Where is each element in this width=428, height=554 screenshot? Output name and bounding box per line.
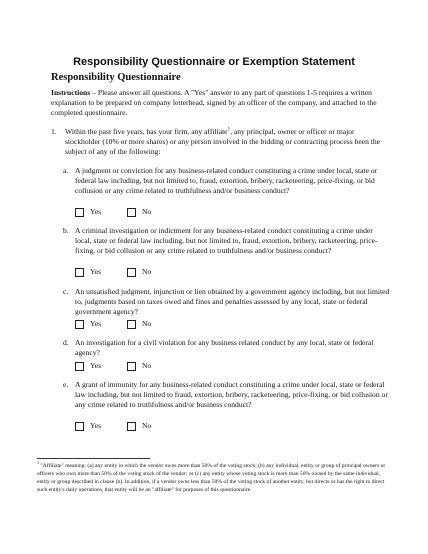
no-checkbox[interactable] [127, 208, 136, 217]
subquestion-letter: b. [63, 226, 69, 235]
yes-checkbox[interactable] [75, 362, 84, 371]
subquestion-text: A grant of immunity for any business-related conduct constituting a crime under local, state or federal law including, but not limited to fraud, extortion, bribery, racketeering, price-fixing, or bid collusion or any crime related to truthfulness and/or business conduct? [75, 380, 388, 409]
no-checkbox[interactable] [127, 362, 136, 371]
subquestion-text: A judgment or conviction for any business-related conduct constituting a crime under local, state or federal law including, but not limited to, fraud, extortion, bribery, racketeering, price-fixing, or bid collusion or any crime related to truthfulness and/or business conduct? [75, 166, 378, 195]
subquestion-text: An investigation for a civil violation for any business related conduct by any local, state or federal agency? [75, 338, 374, 357]
no-label: No [142, 207, 152, 216]
footnote-text: "Affiliate" meaning: (a) any entity in which the vendor owns more than 50% of the voting stock; (b) any individual, entity or group of principal owners or officers who own more than 50% of the voting stock of the vendor; or (c) any entity whose voting stock is more than 50% owned by the same individual, entity or group described in clause (b). In addition, if a vendor owns less than 50% of the voting stock of another entity, but directs or has the right to direct such entity's daily operations, that entity will be an "affiliate" for purposes of this questionnaire. [37, 463, 386, 493]
footnote-reference: 1 [227, 127, 231, 133]
yes-label: Yes [90, 267, 102, 276]
subquestion-text: A criminal investigation or indictment for any business-related conduct constituting a crime under local, state or federal law including, but not limited to, fraud, extortion, bribery, racketeering, price-fixing, or bid collusion or any crime related to truthfulness and/or business conduct? [75, 226, 378, 255]
question-number: 1. [51, 127, 57, 136]
question-text [65, 127, 391, 157]
yes-label: Yes [90, 207, 102, 216]
yes-checkbox[interactable] [75, 208, 84, 217]
no-checkbox[interactable] [127, 268, 136, 277]
yes-checkbox[interactable] [75, 422, 84, 431]
instructions-lead: Instructions [51, 88, 91, 97]
subquestion-letter: a. [63, 166, 69, 175]
question-text-part1: Within the past five years, has your firm, any affiliate [65, 127, 228, 136]
instructions-paragraph [51, 88, 391, 118]
no-checkbox[interactable] [127, 422, 136, 431]
yes-checkbox[interactable] [75, 320, 84, 329]
no-label: No [142, 421, 152, 430]
yes-label: Yes [90, 319, 102, 328]
subquestion-letter: c. [63, 287, 69, 296]
section-title: Responsibility Questionnaire [51, 72, 181, 83]
no-label: No [142, 361, 152, 370]
no-checkbox[interactable] [127, 320, 136, 329]
instructions-text: – Please answer all questions. A "Yes" answer to any part of questions 1-5 requires a written explanation to be prepared on company letterhead, signed by an officer of the company, and attached to the completed questionnaire. [51, 88, 377, 117]
subquestion-letter: e. [63, 380, 69, 389]
footnote-number: 1 [37, 460, 39, 466]
footnote [37, 462, 393, 494]
yes-label: Yes [90, 361, 102, 370]
question-text-part2: , any principal, owner or officer or major stockholder (10% or more shares) or any person involved in the bidding or contracting process been the subject of any of the following: [65, 127, 381, 156]
subquestion-text: An unsatisfied judgment, injunction or lien obtained by a government agency including, but not limited to, judgments based on taxes owed and fines and penalties assessed by any local, state or federal government agency? [75, 287, 390, 316]
yes-checkbox[interactable] [75, 268, 84, 277]
no-label: No [142, 267, 152, 276]
yes-label: Yes [90, 421, 102, 430]
subquestion-letter: d. [63, 338, 69, 347]
no-label: No [142, 319, 152, 328]
document-title: Responsibility Questionnaire or Exemption Statement [73, 56, 355, 68]
footnote-divider [37, 458, 150, 459]
